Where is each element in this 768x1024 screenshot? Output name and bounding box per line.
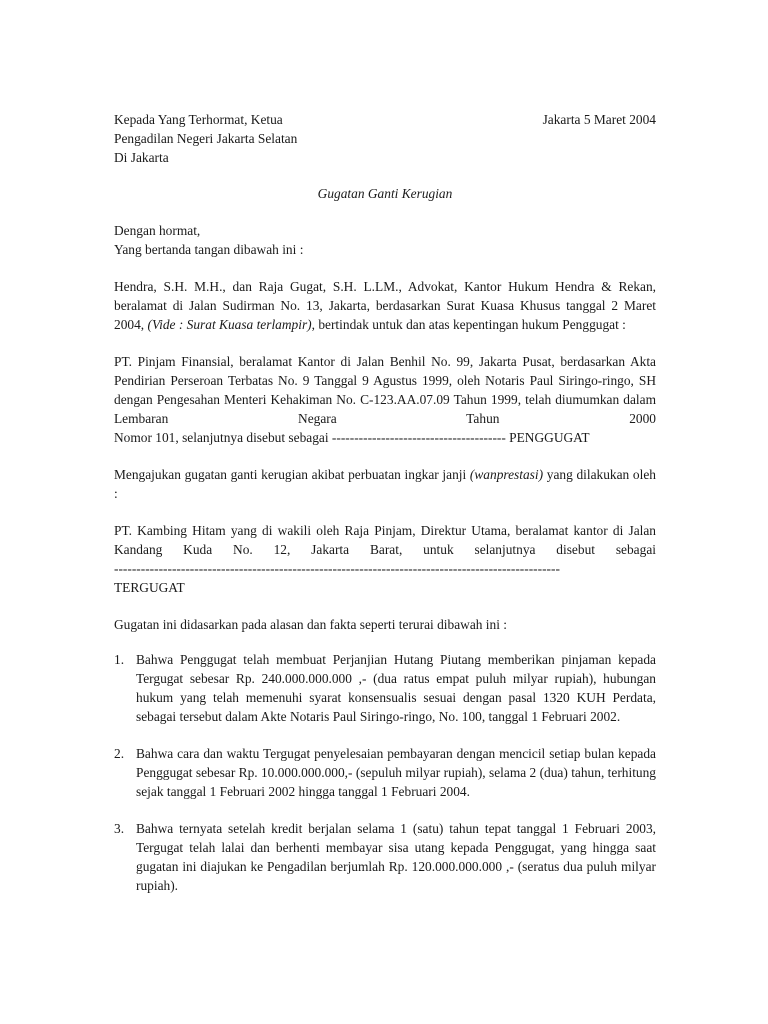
point-text: Bahwa ternyata setelah kredit berjalan selama 1 (satu) tahun tepat tanggal 1 Februari 2003, Tergugat telah lalai dan berhenti membayar sisa utang kepada Penggugat, yang hingga saat gugatan ini diajukan ke Pengadilan berjumlah Rp. 120.000.000.000 ,- (seratus dua puluh milyar rupiah). — [136, 821, 656, 893]
letter-header — [114, 110, 656, 167]
greeting — [114, 221, 656, 259]
document-title: Gugatan Ganti Kerugian — [317, 186, 453, 201]
claim-italic-term: (wanprestasi) — [469, 467, 544, 482]
defendant-designation: TERGUGAT — [114, 580, 185, 595]
salutation: Dengan hormat, — [114, 223, 201, 238]
recipient-line-3: Di Jakarta — [114, 150, 169, 165]
list-item — [114, 819, 656, 895]
point-number: 2. — [114, 746, 125, 761]
basis-intro: Gugatan ini didasarkan pada alasan dan fakta seperti terurai dibawah ini : — [114, 617, 508, 632]
claim-paragraph — [114, 465, 656, 503]
point-number: 1. — [114, 652, 125, 667]
plaintiff-paragraph — [114, 352, 656, 447]
point-text: Bahwa Penggugat telah membuat Perjanjian Hutang Piutang memberikan pinjaman kepada Tergugat sebesar Rp. 240.000.000.000 ,- (dua ratus empat puluh milyar rupiah), hubungan hukum yang telah memenuhi syarat konsensualis sesuai dengan pasal 1320 KUH Perdata, sebagai tersebut dalam Akte Notaris Paul Siringo-ringo, No. 100, tanggal 1 Februari 2002. — [136, 652, 656, 724]
recipient-line-1: Kepada Yang Terhormat, Ketua — [114, 112, 283, 127]
recipient-line-2: Pengadilan Negeri Jakarta Selatan — [114, 131, 298, 146]
point-number: 3. — [114, 821, 125, 836]
plaintiff-text: PT. Pinjam Finansial, beralamat Kantor di Jalan Benhil No. 99, Jakarta Pusat, berdasarkan Akta Pendirian Perseroan Terbatas No. 9 Tanggal 9 Agustus 1999, oleh Notaris Paul Siringo-ringo, SH dengan Pengesahan Menteri Kehakiman No. C-123.AA.07.09 Tahun 1999, telah diumumkan dalam Lembaran Negara Tahun 2000 — [114, 354, 656, 426]
list-item — [114, 650, 656, 726]
place-date: Jakarta 5 Maret 2004 — [542, 112, 656, 127]
claim-text-end: yang dilakukan oleh : — [114, 467, 656, 501]
counsel-paragraph — [114, 277, 656, 334]
defendant-text: PT. Kambing Hitam yang di wakili oleh Raja Pinjam, Direktur Utama, beralamat kantor di Jalan Kandang Kuda No. 12, Jakarta Barat, untuk selanjutnya disebut sebagai — [114, 523, 656, 557]
counsel-text: Hendra, S.H. M.H., dan Raja Gugat, S.H. L.LM., Advokat, Kantor Hukum Hendra & Rekan, beralamat di Jalan Sudirman No. 13, Jakarta, berdasarkan Surat Kuasa Khusus tanggal 2 Maret 2004, — [114, 279, 656, 332]
claim-text: Mengajukan gugatan ganti kerugian akibat perbuatan ingkar janji — [114, 467, 470, 482]
counsel-text-end: , bertindak untuk dan atas kepentingan hukum Penggugat : — [311, 317, 626, 332]
defendant-dash-leader: ---------------------------------------------------------------------------------------------------- — [114, 561, 560, 576]
intro-line: Yang bertanda tangan dibawah ini : — [114, 242, 304, 257]
list-item — [114, 744, 656, 801]
legal-letter-page — [114, 110, 656, 895]
recipient-block — [114, 110, 297, 167]
numbered-points — [114, 650, 656, 895]
defendant-paragraph — [114, 521, 656, 597]
plaintiff-designation: Nomor 101, selanjutnya disebut sebagai --------------------------------------- PENGGUGAT — [114, 430, 590, 445]
counsel-italic-reference: (Vide : Surat Kuasa terlampir) — [147, 317, 312, 332]
point-text: Bahwa cara dan waktu Tergugat penyelesaian pembayaran dengan mencicil setiap bulan kepada Penggugat sebesar Rp. 10.000.000.000,- (sepuluh milyar rupiah), selama 2 (dua) tahun, terhitung sejak tanggal 1 Februari 2002 hingga tanggal 1 Februari 2004. — [136, 746, 656, 799]
